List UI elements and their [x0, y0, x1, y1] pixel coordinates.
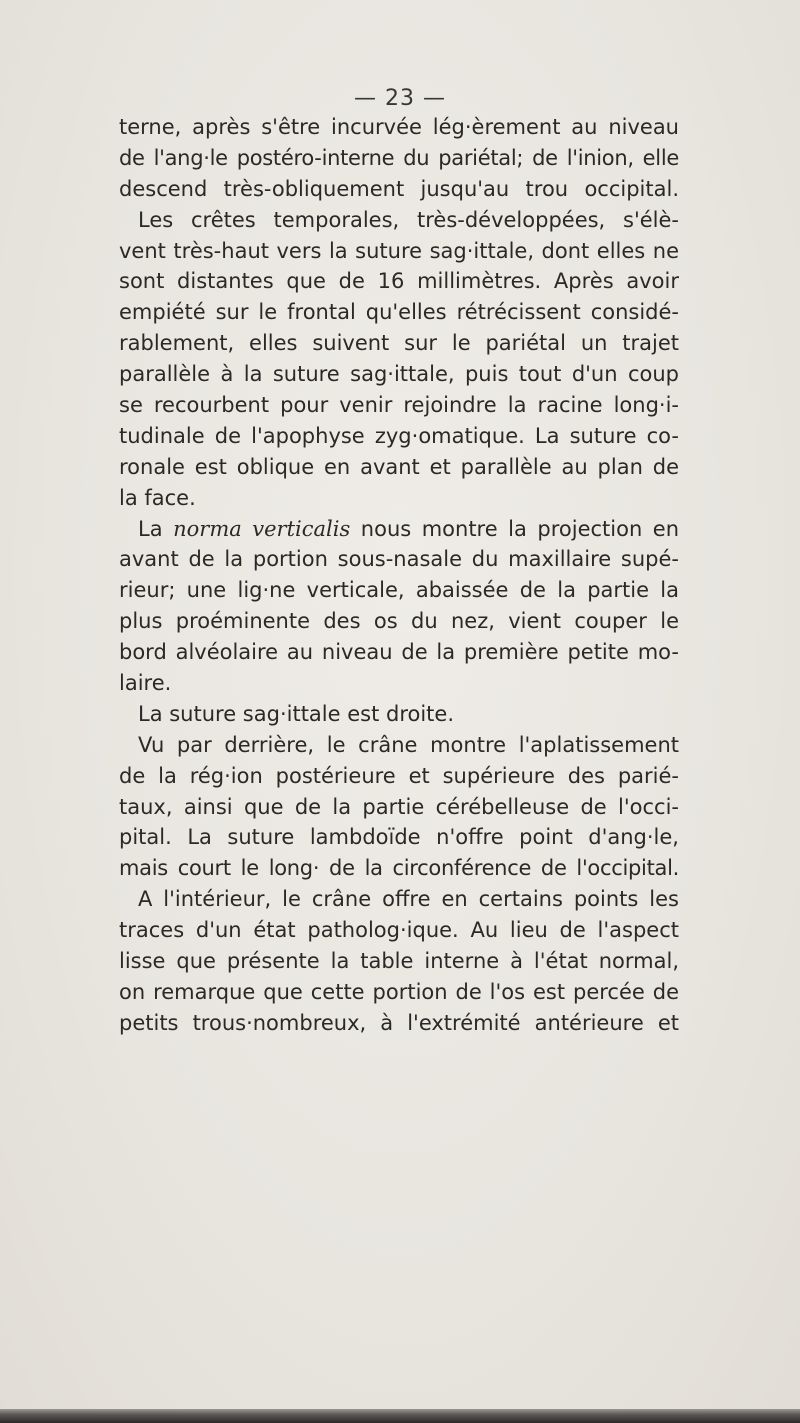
text-line-16: rieur; une lig·ne verticale, abaissée de la partie la [119, 578, 679, 603]
text-line-9: parallèle à la suture sag·ittale, puis tout d'un coup [119, 362, 679, 387]
text-line-15: avant de la portion sous-nasale du maxillaire supé- [119, 547, 679, 572]
text-line-13: la face. [119, 485, 196, 510]
text-line-14 [119, 514, 679, 545]
text-line-4: Les crêtes temporales, très-développées, s'élè- [138, 207, 679, 232]
text-line-19: laire. [119, 671, 172, 696]
text-line-21: Vu par derrière, le crâne montre l'aplatissement [138, 732, 679, 757]
body-text [119, 112, 679, 1039]
text-line-14-rest: nous montre la projection en [360, 516, 680, 541]
text-line-23: taux, ainsi que de la partie cérébelleuse de l'occi- [119, 794, 679, 819]
text-line-20: La suture sag·ittale est droite. [138, 701, 455, 726]
text-line-6: sont distantes que de 16 millimètres. Après avoir [119, 269, 679, 294]
norma-prefix: La [138, 516, 163, 541]
page-number: — 23 — [354, 86, 446, 111]
text-line-22: de la rég·ion postérieure et supérieure des parié- [119, 763, 679, 788]
text-line-17: plus proéminente des os du nez, vient couper le [119, 609, 679, 634]
text-line-28: lisse que présente la table interne à l'état normal, [119, 949, 679, 974]
text-line-7: empiété sur le frontal qu'elles rétrécissent considé- [119, 300, 679, 325]
text-line-26: A l'intérieur, le crâne offre en certains points les [138, 887, 679, 912]
text-line-12: ronale est oblique en avant et parallèle au plan de [119, 454, 679, 479]
text-line-8: rablement, elles suivent sur le pariétal un trajet [119, 331, 679, 356]
text-line-27: traces d'un état patholog·ique. Au lieu de l'aspect [119, 918, 679, 943]
text-line-25: mais court le long· de la circonférence de l'occipital. [119, 856, 679, 881]
text-line-18: bord alvéolaire au niveau de la première petite mo- [119, 640, 679, 665]
text-line-1: terne, après s'être incurvée lég·èrement au niveau [119, 115, 679, 139]
text-line-2: de l'ang·le postéro-interne du pariétal; de l'inion, elle [119, 145, 679, 170]
text-line-29: on remarque que cette portion de l'os est percée de [119, 979, 679, 1004]
scan-bottom-edge [0, 1409, 800, 1423]
text-line-30: petits trous·nombreux, à l'extrémité antérieure et [119, 1010, 679, 1035]
text-line-11: tudinale de l'apophyse zyg·omatique. La suture co- [119, 423, 679, 448]
text-line-10: se recourbent pour venir rejoindre la racine long·i- [119, 393, 679, 418]
text-line-24: pital. La suture lambdoïde n'offre point d'ang·le, [119, 825, 679, 850]
text-line-3: descend très-obliquement jusqu'au trou occipital. [119, 176, 679, 201]
text-line-5: vent très-haut vers la suture sag·ittale, dont elles ne [119, 238, 679, 263]
norma-verticalis-term: norma verticalis [173, 516, 351, 541]
